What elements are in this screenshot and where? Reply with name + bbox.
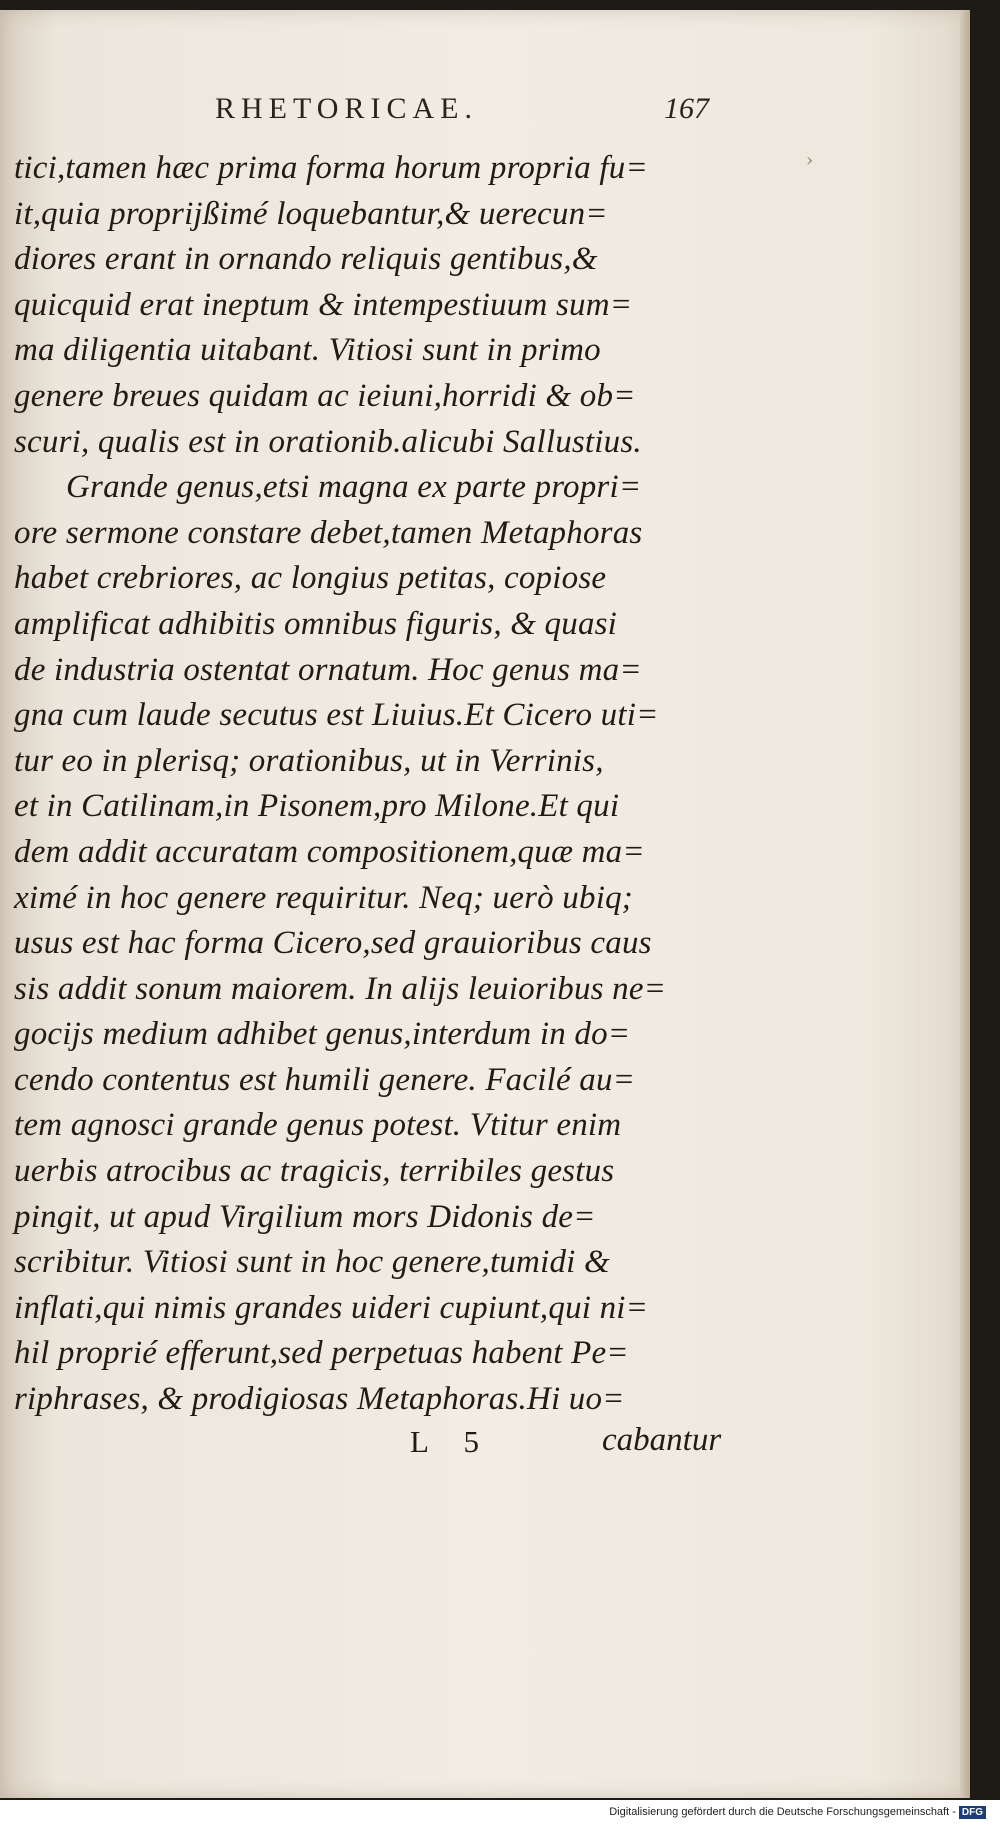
text-line: scribitur. Vitiosi sunt in hoc genere,tumidi &	[14, 1244, 610, 1281]
text-line: sis addit sonum maiorem. In alijs leuioribus ne=	[14, 970, 667, 1007]
margin-mark: ›	[806, 150, 814, 171]
text-line: inflati,qui nimis grandes uideri cupiunt,qui ni=	[14, 1289, 649, 1326]
text-line: dem addit accuratam compositionem,quæ ma=	[14, 833, 645, 870]
text-line: quicquid erat ineptum & intempestiuum sum=	[14, 286, 633, 323]
text-line: ximé in hoc genere requiritur. Neq; uerò ubiq;	[14, 879, 633, 916]
text-line: hil proprié efferunt,sed perpetuas habent Pe=	[14, 1335, 629, 1372]
text-line: ore sermone constare debet,tamen Metaphoras	[14, 514, 643, 551]
text-line: amplificat adhibitis omnibus figuris, & quasi	[14, 605, 618, 642]
footer-credit-text: Digitalisierung gefördert durch die Deutsche Forschungsgemeinschaft -	[609, 1806, 956, 1818]
text-line: de industria ostentat ornatum. Hoc genus ma=	[14, 651, 642, 688]
text-line: diores erant in ornando reliquis gentibus,&	[14, 241, 598, 278]
text-line: gocijs medium adhibet genus,interdum in do=	[14, 1016, 631, 1053]
text-line: scuri, qualis est in orationib.alicubi Sallustius.	[14, 423, 642, 460]
text-line: pingit, ut apud Virgilium mors Didonis de=	[14, 1198, 596, 1235]
text-line: gna cum laude secutus est Liuius.Et Cicero uti=	[14, 697, 659, 734]
text-line: usus est hac forma Cicero,sed grauioribus caus	[14, 925, 652, 962]
text-line: habet crebriores, ac longius petitas, copiose	[14, 560, 607, 597]
page-edge	[960, 10, 970, 1798]
body-text	[14, 146, 754, 1423]
catchword: cabantur	[602, 1422, 722, 1458]
text-line: ma diligentia uitabant. Vitiosi sunt in primo	[14, 332, 601, 369]
text-line: et in Catilinam,in Pisonem,pro Milone.Et qui	[14, 788, 620, 825]
text-line: uerbis atrocibus ac tragicis, terribiles gestus	[14, 1153, 615, 1190]
text-line: tici,tamen hæc prima forma horum propria fu=	[14, 150, 648, 186]
text-line: riphrases, & prodigiosas Metaphoras.Hi uo=	[14, 1381, 625, 1418]
page-number: 167	[664, 92, 709, 125]
signature-mark: L 5	[410, 1424, 494, 1459]
text-line: cendo contentus est humili genere. Facilé au=	[14, 1061, 636, 1098]
footer-credit	[609, 1806, 986, 1819]
paragraph-start-line: Grande genus,etsi magna ex parte propri=	[66, 469, 642, 506]
text-line: genere breues quidam ac ieiuni,horridi & ob=	[14, 377, 636, 414]
text-line: tem agnosci grande genus potest. Vtitur enim	[14, 1107, 622, 1144]
text-line: tur eo in plerisq; orationibus, ut in Verrinis,	[14, 742, 604, 779]
dfg-logo-icon: DFG	[959, 1806, 986, 1819]
text-line: it,quia propriјßimé loquebantur,& uerecun=	[14, 195, 608, 232]
running-head: RHETORICAE.	[215, 92, 478, 125]
